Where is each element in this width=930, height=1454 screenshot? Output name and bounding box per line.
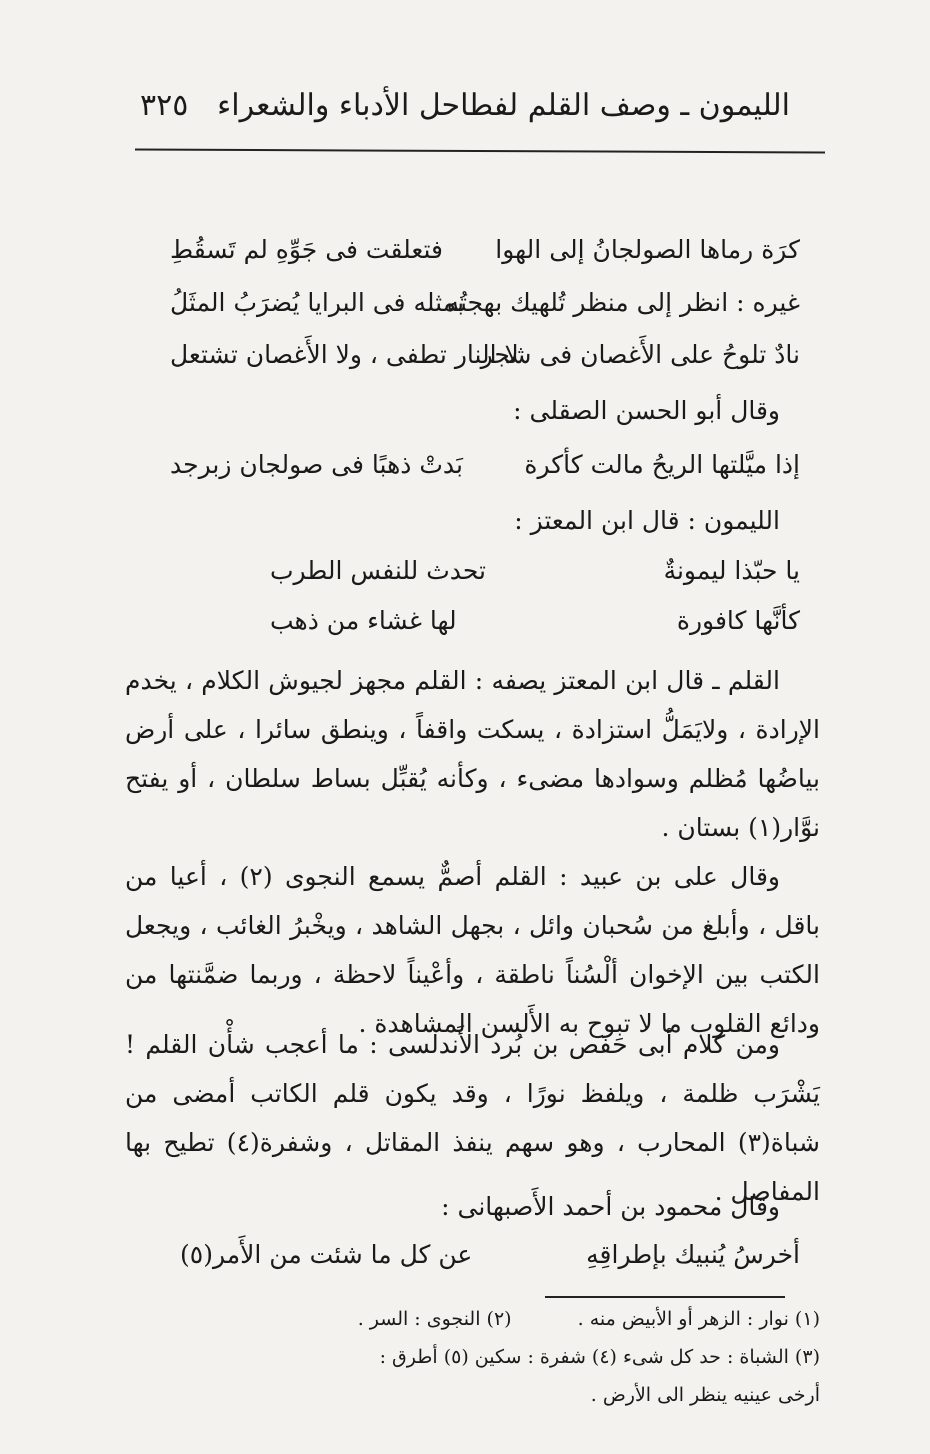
verse-line <box>100 235 820 287</box>
footnote: (٢) النجوى : السر . <box>357 1308 512 1330</box>
footnotes <box>120 1300 820 1414</box>
verse-second-hemistich: بمثله فى البرايا يُضرَبُ المثَلُ <box>170 288 465 317</box>
poet-intro: وقال محمود بن أحمد الأَصبهانى : <box>441 1192 780 1221</box>
paragraph: القلم ـ قال ابن المعتز يصفه : القلم مجهز لجيوش الكلام ، يخدم الإرادة ، ولايَمَلُّ استزادة ، يسكت واقفاً ، وينطق سائرا ، على أرض بياضُها مُظلم وسوادها مضىء ، وكأنه يُقبِّل بساط سلطان ، أو يفتح نوَّار(١) بستان . <box>125 666 820 842</box>
footnote-line: (٣) الشباة : حد كل شىء (٤) شفرة : سكين (٥) أطرق : <box>379 1346 820 1368</box>
footnote: (١) نوار : الزهر أو الأبيض منه . <box>577 1308 820 1330</box>
verse-first-hemistich: كأنَّها كافورة <box>676 606 800 635</box>
verse-line <box>100 340 820 392</box>
verse-second-hemistich: عن كل ما شئت من الأَمر(٥) <box>180 1240 473 1269</box>
verse-first-hemistich: غيره : انظر إلى منظر تُلهيك بهجتُه <box>446 288 800 317</box>
page-number: ٣٢٥ <box>140 88 189 123</box>
verse-line <box>100 288 820 340</box>
verse-first-hemistich: إذا ميَّلتها الريحُ مالت كأكرة <box>524 450 800 479</box>
verse-line <box>100 556 820 608</box>
footnote-rule <box>545 1296 785 1298</box>
paragraph: ومن كلام أبى حَفص بن بُرد الأَندلسى : ما أعجب شأْن القلم ! يَشْرَب ظلمة ، ويلفظ نورًا ، وقد يكون قلم الكاتب أمضى من شباة(٣) المحارب ، وهو سهم ينفذ المقاتل ، وشفرة(٤) تطيح بها المفاصل . <box>125 1030 820 1206</box>
prose-section-abu-hafs <box>125 1020 820 1216</box>
paragraph: وقال على بن عبيد : القلم أصمٌّ يسمع النجوى (٢) ، أعيا من باقل ، وأبلغ من سُحبان وائل ، بجهل الشاهد ، ويخْبرُ الغائب ، ويجعل الكتب بين الإخوان ألْسُناً ناطقة ، وأعْيناً لاحظة ، وربما ضمَّنتها من ودائع القلوب ما لا تبوح به الأَلسن المشاهدة . <box>125 862 820 1038</box>
verse-second-hemistich: بَدتْ ذهبًا فى صولجان زبرجد <box>170 450 463 479</box>
header-rule <box>135 148 825 153</box>
verse-second-hemistich: تحدث للنفس الطرب <box>270 556 487 585</box>
verse-first-hemistich: نادٌ تلوحُ على الأَغصان فى شجر <box>480 340 800 369</box>
verse-second-hemistich: لا النار تطفى ، ولا الأَغصان تشتعل <box>170 340 519 369</box>
verse-first-hemistich: أخرسُ يُنبيك بإطراقِهِ <box>586 1240 800 1269</box>
verse-first-hemistich: كرَة رماها الصولجانُ إلى الهوا <box>495 235 800 264</box>
footnote-line: أرخى عينيه ينظر الى الأرض . <box>590 1384 820 1406</box>
verse-second-hemistich: لها غشاء من ذهب <box>270 606 457 635</box>
footnote-line <box>120 1300 820 1338</box>
running-title: الليمون ـ وصف القلم لفطاحل الأدباء والشعراء <box>217 88 790 123</box>
verse-line <box>100 450 820 502</box>
section-heading-lemon: الليمون : قال ابن المعتز : <box>514 506 780 535</box>
page-header <box>130 88 820 138</box>
verse-line <box>100 1240 820 1292</box>
prose-section-pen <box>125 656 820 1048</box>
verse-line <box>100 606 820 658</box>
verse-first-hemistich: يا حبّذا ليمونةٌ <box>663 556 800 585</box>
poet-intro: وقال أبو الحسن الصقلى : <box>513 396 780 425</box>
verse-second-hemistich: فتعلقت فى جَوِّهِ لم تَسقُطِ <box>170 235 443 264</box>
